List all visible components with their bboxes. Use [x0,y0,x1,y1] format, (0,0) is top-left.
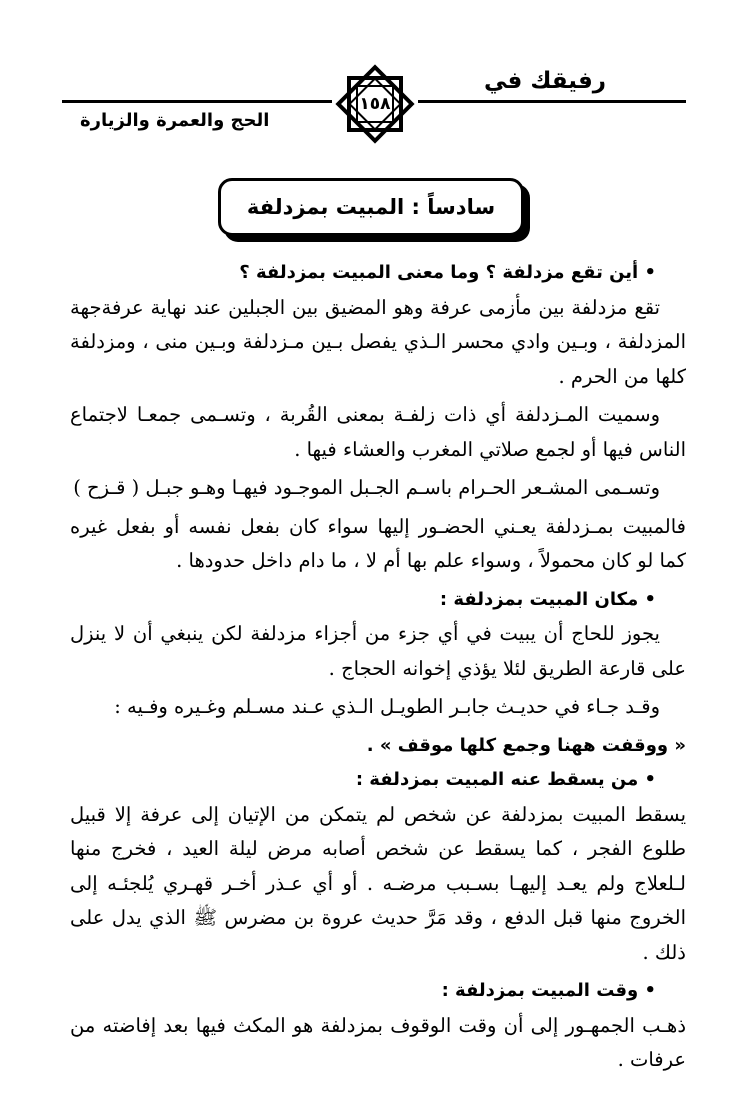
page-number: ١٥٨ [359,94,391,114]
paragraph: تقع مزدلفة بين مأزمى عرفة وهو المضيق بين الجبلين عند نهاية عرفةجهة المزدلفة ، وبـين وادي محسر الـذي يفصل بـين مـزدلفة وبـين منى ، ومزدلفة كلها من الحرم . [70,295,686,388]
subsection-heading: • من يسقط عنه المبيت بمزدلفة : [355,769,656,790]
paragraph: فالمبيت بمـزدلفة يعـني الحضـور إليها سواء كان بفعل نفسه أو بفعل غيره كما لو كان محمولاً ، وسواء علم بها أم لا ، ما دام داخل حدودها . [70,514,686,572]
page-content [70,256,686,1086]
subsection-heading: • أين تقع مزدلفة ؟ وما معنى المبيت بمزدلفة ؟ [239,262,656,283]
header-rule-left [62,100,332,103]
paragraph: وقـد جـاء في حديـث جابـر الطويـل الـذي عـند مسـلم وغـيره وفـيه : [114,695,660,718]
page-number-badge [333,62,417,146]
section-title-box [218,178,524,236]
paragraph: ذهـب الجمهـور إلى أن وقت الوقوف بمزدلفة هو المكث فيها بعد إفاضته من عرفات . [70,1013,686,1071]
paragraph: وسميت المـزدلفة أي ذات زلفـة بمعنى القُربة ، وتسـمى جمعـا لاجتماع الناس فيها أو لجمع صلاتي المغرب والعشاء فيها . [70,403,686,461]
book-title: رفيقك في [484,68,606,94]
section-title: سادساً : المبيت بمزدلفة [246,195,496,219]
hadith-quote: « ووقفت ههنا وجمع كلها موقف » . [366,734,686,756]
subsection-heading: • مكان المبيت بمزدلفة : [439,588,656,610]
paragraph: يسقط المبيت بمزدلفة عن شخص لم يتمكن من الإتيان إلى عرفة إلا قبيل طلوع الفجر ، كما يسقط عن شخص أصابه مرض ليلة العيد ، فخرج منها لـلعلاج ولم يعـد إليهـا بسـبب مرضـه . أو أي عـذر أخـر قهـري يُلجئـه إلى الخروج منها قبل الدفع ، وقد مَرَّ حديث عروة بن مضرس ﷺ الذي يدل على ذلك . [70,802,686,964]
page-header [0,0,751,150]
book-subtitle: الحج والعمرة والزيارة [80,110,270,131]
paragraph: يجوز للحاج أن يبيت في أي جزء من أجزاء مزدلفة لكن ينبغي أن لا ينزل على قارعة الطريق لئلا يؤذي إخوانه الحجاج . [70,622,686,680]
paragraph: وتسـمى المشـعر الحـرام باسـم الجـبل الموجـود فيهـا وهـو جبـل ( قـزح ) [73,476,660,499]
header-rule-right [418,100,686,103]
subsection-heading: • وقت المبيت بمزدلفة : [441,980,656,1001]
